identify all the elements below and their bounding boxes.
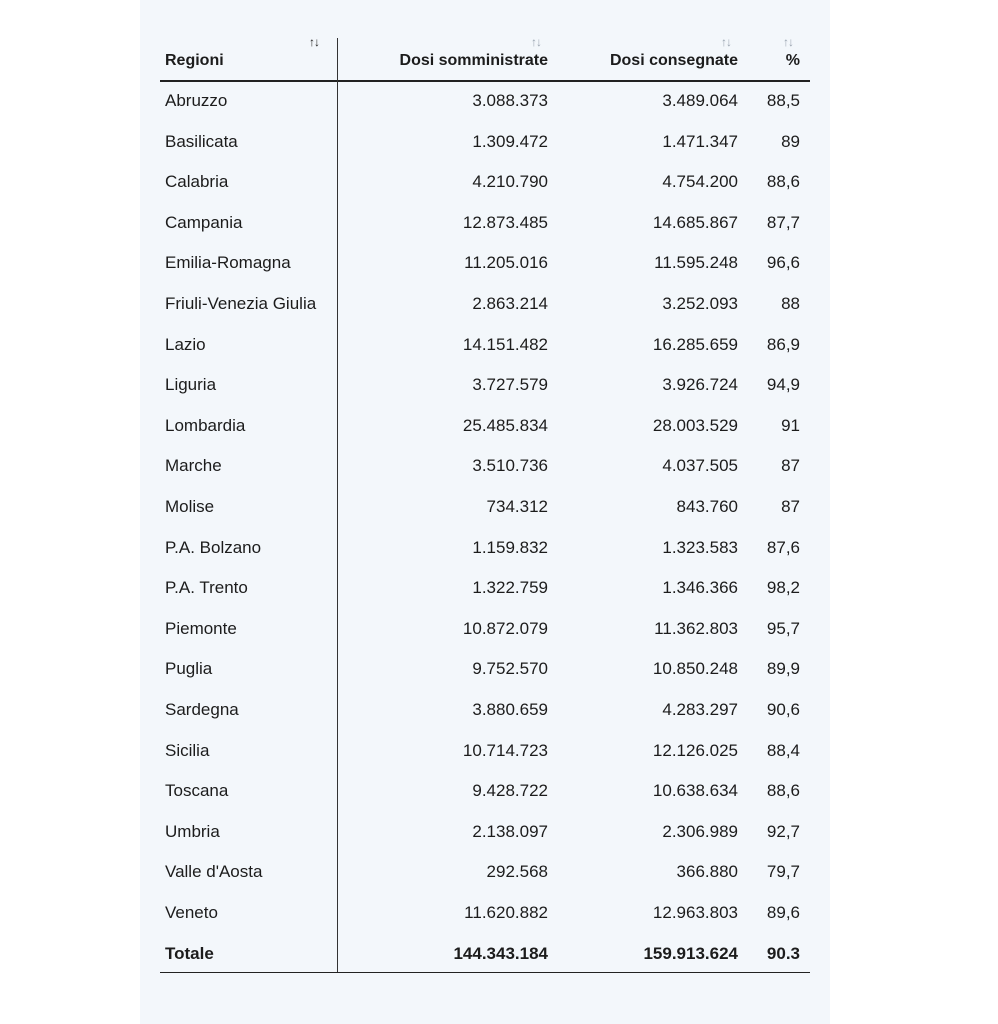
cell-percent: 95,7 xyxy=(766,619,800,638)
cell-delivered: 1.323.583 xyxy=(662,538,738,557)
cell-region: Puglia xyxy=(165,659,213,678)
cell-region: Veneto xyxy=(165,903,218,922)
cell-administered: 2.863.214 xyxy=(472,294,548,313)
cell-delivered: 10.850.248 xyxy=(652,659,738,678)
total-cell-delivered: 159.913.624 xyxy=(643,944,738,963)
cell-region: Campania xyxy=(165,213,243,232)
cell-percent: 87 xyxy=(781,456,800,475)
cell-administered: 3.880.659 xyxy=(472,700,548,719)
total-cell-administered: 144.343.184 xyxy=(453,944,548,963)
cell-delivered: 28.003.529 xyxy=(652,416,738,435)
cell-percent: 88,4 xyxy=(766,741,800,760)
cell-percent: 90,6 xyxy=(766,700,800,719)
cell-region: Calabria xyxy=(165,172,229,191)
cell-delivered: 4.283.297 xyxy=(662,700,738,719)
cell-region: Sardegna xyxy=(165,700,239,719)
total-cell-percent: 90.3 xyxy=(766,944,800,963)
cell-delivered: 3.252.093 xyxy=(662,294,738,313)
cell-delivered: 366.880 xyxy=(676,862,738,881)
sort-delivered-icon[interactable]: ↑↓ xyxy=(721,35,731,49)
cell-percent: 96,6 xyxy=(766,253,800,272)
cell-administered: 9.752.570 xyxy=(472,659,548,678)
cell-percent: 88,6 xyxy=(766,781,800,800)
cell-administered: 1.322.759 xyxy=(472,578,548,597)
cell-region: Molise xyxy=(165,497,215,516)
cell-region: Valle d'Aosta xyxy=(165,862,263,881)
cell-region: Lazio xyxy=(165,335,206,354)
cell-administered: 11.620.882 xyxy=(464,903,548,922)
header-divider xyxy=(160,80,810,82)
cell-administered: 3.088.373 xyxy=(472,91,548,110)
cell-administered: 3.510.736 xyxy=(472,456,548,475)
cell-region: P.A. Trento xyxy=(165,578,248,597)
cell-percent: 87 xyxy=(781,497,800,516)
cell-administered: 1.159.832 xyxy=(472,538,548,557)
cell-delivered: 10.638.634 xyxy=(652,781,738,800)
cell-percent: 91 xyxy=(781,416,800,435)
cell-percent: 79,7 xyxy=(766,862,800,881)
cell-administered: 3.727.579 xyxy=(472,375,548,394)
cell-percent: 88,6 xyxy=(766,172,800,191)
column-header-delivered[interactable]: Dosi consegnate xyxy=(609,52,738,69)
cell-percent: 89,9 xyxy=(766,659,800,678)
cell-administered: 10.872.079 xyxy=(462,619,548,638)
total-cell-region: Totale xyxy=(165,944,214,963)
cell-region: P.A. Bolzano xyxy=(165,538,262,557)
cell-region: Emilia-Romagna xyxy=(165,253,291,272)
cell-region: Friuli-Venezia Giulia xyxy=(165,294,317,313)
column-header-percent[interactable]: % xyxy=(785,52,800,69)
cell-percent: 87,7 xyxy=(766,213,800,232)
cell-region: Umbria xyxy=(165,822,220,841)
cell-delivered: 3.489.064 xyxy=(662,91,738,110)
cell-delivered: 843.760 xyxy=(676,497,738,516)
cell-administered: 734.312 xyxy=(486,497,548,516)
column-header-administered[interactable]: Dosi somministrate xyxy=(399,52,548,69)
cell-region: Toscana xyxy=(165,781,229,800)
cell-region: Basilicata xyxy=(165,132,238,151)
cell-region: Abruzzo xyxy=(165,91,228,110)
cell-delivered: 14.685.867 xyxy=(652,213,738,232)
cell-administered: 14.151.482 xyxy=(462,335,548,354)
cell-percent: 98,2 xyxy=(766,578,800,597)
cell-region: Piemonte xyxy=(165,619,237,638)
column-divider xyxy=(337,38,338,973)
cell-delivered: 1.346.366 xyxy=(662,578,738,597)
cell-percent: 89 xyxy=(781,132,800,151)
cell-administered: 2.138.097 xyxy=(472,822,548,841)
cell-delivered: 12.126.025 xyxy=(652,741,738,760)
cell-administered: 10.714.723 xyxy=(462,741,548,760)
cell-percent: 88,5 xyxy=(766,91,800,110)
cell-region: Sicilia xyxy=(165,741,210,760)
cell-administered: 12.873.485 xyxy=(462,213,548,232)
cell-delivered: 11.595.248 xyxy=(654,253,738,272)
cell-administered: 1.309.472 xyxy=(472,132,548,151)
cell-region: Liguria xyxy=(165,375,217,394)
sort-region-icon[interactable]: ↑↓ xyxy=(309,35,319,49)
cell-percent: 86,9 xyxy=(766,335,800,354)
cell-percent: 88 xyxy=(781,294,800,313)
cell-administered: 9.428.722 xyxy=(472,781,548,800)
cell-delivered: 3.926.724 xyxy=(662,375,738,394)
cell-percent: 94,9 xyxy=(766,375,800,394)
sort-percent-icon[interactable]: ↑↓ xyxy=(783,35,793,49)
cell-administered: 11.205.016 xyxy=(464,253,548,272)
cell-delivered: 16.285.659 xyxy=(652,335,738,354)
column-header-region[interactable]: Regioni xyxy=(165,52,224,69)
cell-delivered: 2.306.989 xyxy=(662,822,738,841)
cell-delivered: 1.471.347 xyxy=(662,132,738,151)
cell-administered: 25.485.834 xyxy=(462,416,548,435)
cell-delivered: 4.754.200 xyxy=(662,172,738,191)
cell-administered: 292.568 xyxy=(486,862,548,881)
cell-delivered: 4.037.505 xyxy=(662,456,738,475)
cell-percent: 89,6 xyxy=(766,903,800,922)
cell-delivered: 11.362.803 xyxy=(654,619,738,638)
cell-region: Lombardia xyxy=(165,416,246,435)
cell-delivered: 12.963.803 xyxy=(652,903,738,922)
sort-administered-icon[interactable]: ↑↓ xyxy=(531,35,541,49)
cell-percent: 87,6 xyxy=(766,538,800,557)
cell-administered: 4.210.790 xyxy=(472,172,548,191)
cell-region: Marche xyxy=(165,456,222,475)
table-bottom-border xyxy=(160,972,810,973)
cell-percent: 92,7 xyxy=(766,822,800,841)
